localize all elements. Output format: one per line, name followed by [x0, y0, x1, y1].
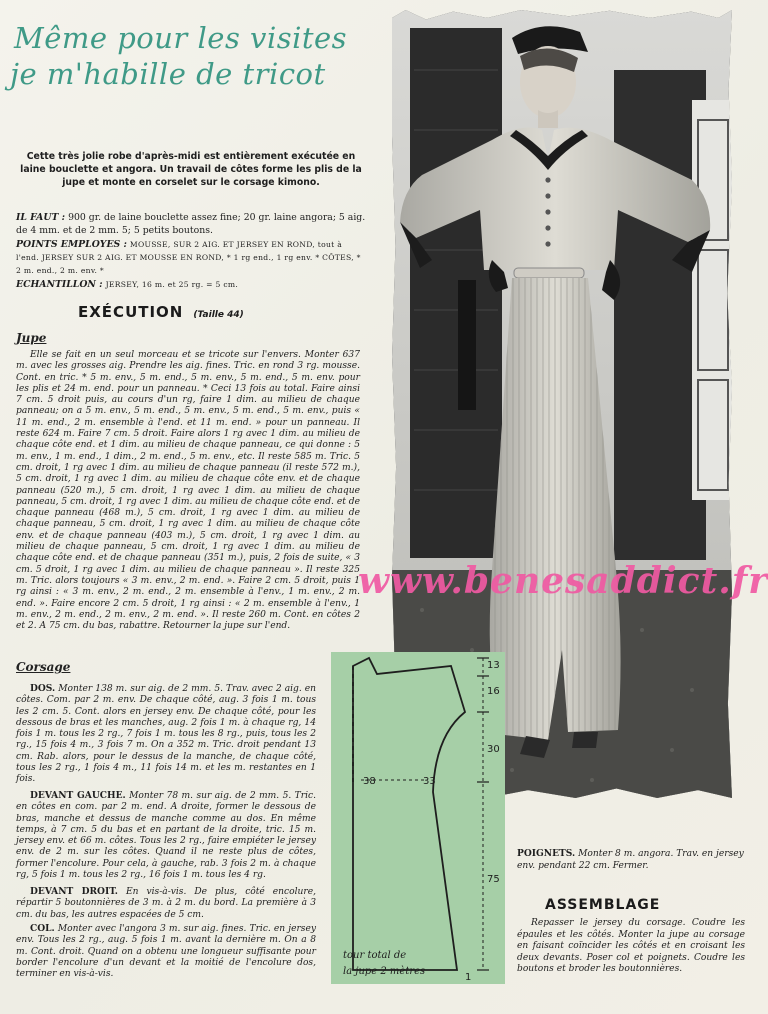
pattern-caption-line-2: la jupe 2 mètres	[343, 966, 426, 977]
jupe-paragraph: Elle se fait en un seul morceau et se tricote sur l'envers. Monter 637 m. avec les grosses aig. Prendre les aig. fines. Tric. en rond 3 rg. mousse. Cont. en tric. * 5 m. env., 5 m. end., 5 m. env., 5 m. end., 5 m. env. pour les plis et 24 m. end. pour un panneau. * Ceci 13 fois au total. Faire ainsi 7 cm. 5 droit puis, au cours d'un rg, faire 1 dim. au milieu de chaque panneau; on a 5 m. env., 5 m. end., 5 m. env., 5 m. end., 5 m. env., puis « 11 m. end., 2 m. ensemble à l'end. et 11 m. end. » pour un panneau. Il reste 624 m. Faire 7 cm. 5 droit. Faire alors 1 rg avec 1 dim. au milieu de chaque côte end. et 1 dim. au milieu de chaque panneau, ce qui donne : 5 m. env., 1 m. end., 1 dim., 2 m. end., 5 m. env., etc. Il reste 585 m. Tric. 5 cm. droit, 1 rg avec 1 dim. au milieu de chaque panneau (il reste 572 m.), 5 cm. droit, 1 rg avec 1 dim. au milieu de chaque côte env. et de chaque panneau (520 m.), 5 cm. droit, 1 rg avec 1 dim. au milieu de chaque panneau, 5 cm. droit, 1 rg avec 1 dim. au milieu de chaque côte end. et de chaque panneau (468 m.), 5 cm. droit, 1 rg avec 1 dim. au milieu de chaque panneau, 5 cm. droit, 1 rg avec 1 dim. au milieu de chaque côte env. et de chaque panneau (403 m.), 5 cm. droit, 1 rg avec 1 dim. au milieu de chaque panneau, 5 cm. droit, 1 rg avec 1 dim. au milieu de chaque côte end. et de chaque panneau (351 m.), puis, 2 fois de suite, « 3 cm. 5 droit, 1 rg avec 1 dim. au milieu de chaque panneau ». Il reste 325 m. Tric. alors toujours « 3 m. env., 2 m. end. ». Faire 2 cm. 5 droit, puis 1 rg ainsi : « 3 m. env., 2 m. end., 2 m. ensemble à l'env., 1 m. env., 2 m. end. ». Faire encore 2 cm. 5 droit, 1 rg ainsi : « 2 m. ensemble à l'env., 1 m. env., 2 m. end., 2 m. env., 2 m. end. ». Il reste 260 m. Cont. en côtes 2 et 2. A 75 cm. du bas, rabattre. Retourner la jupe sur l'end.	[16, 350, 360, 632]
points-label: POINTS EMPLOYES :	[16, 239, 127, 250]
devant-gauche-instructions	[16, 790, 316, 881]
dim-1: 1	[465, 972, 472, 983]
dim-30: 30	[487, 744, 500, 755]
dim-13: 13	[487, 660, 500, 671]
requirement-points	[16, 238, 366, 277]
assemblage-instructions	[517, 918, 745, 976]
devant-droit-text: En vis-à-vis. De plus, côté encolure, répartir 5 boutonnières de 3 m. à 2 m. du bord. La première à 3 cm. du bas, les autres espacées de 5 cm.	[16, 887, 316, 920]
handbag-strap	[458, 280, 476, 410]
jupe-instructions	[16, 350, 360, 632]
watermark: www.benesaddict.fr	[358, 560, 768, 602]
pattern-diagram	[331, 652, 505, 984]
assemblage-heading: ASSEMBLAGE	[545, 897, 661, 913]
execution-title: EXÉCUTION	[78, 303, 184, 321]
corsage-heading: Corsage	[16, 660, 71, 674]
dim-38: 38	[363, 776, 376, 787]
il-faut-text: 900 gr. de laine bouclette assez fine; 20 gr. laine angora; 5 aig. de 4 mm. et de 2 mm. 5; 5 petits boutons.	[16, 212, 366, 236]
taille-label: (Taille 44)	[193, 310, 244, 320]
requirement-echantillon	[16, 278, 366, 291]
poignets-label: POIGNETS.	[517, 848, 576, 859]
title-line-1: Même pour les visites	[14, 21, 348, 55]
dim-75: 75	[487, 874, 500, 885]
points-text: MOUSSE, SUR 2 AIG. ET JERSEY EN ROND, tout à l'end. JERSEY SUR 2 AIG. ET MOUSSE EN ROND, * 1 rg end., 1 rg env. * CÔTES, * 2 m. end., 2 m. env. *	[16, 240, 361, 275]
col-text: Monter avec l'angora 3 m. sur aig. fines. Tric. en jersey env. Tous les 2 rg., aug. 5 fois 1 m. avant la dernière m. On a 8 m. Cont. droit. Quand on a obtenu une longueur suffisante pour border l'encolure d'un devant et la moitié de l'encolure dos, terminer en vis-à-vis.	[16, 924, 316, 980]
pattern-caption-line-1: tour total de	[343, 950, 407, 961]
devant-gauche-text: Monter 78 m. sur aig. de 2 mm. 5. Tric. en côtes en com. par 2 m. end. A droite, former le dessous de bras, manche et dessus de manche comme au dos. En même temps, à 7 cm. 5 du bas et en partant de la droite, tric. 15 m. jersey env. et 66 m. côtes. Tous les 2 rg., faire empiéter le jersey env. de 2 m. sur les côtes. Quand il ne reste plus de côtes, former l'encolure. Pour cela, à gauche, rab. 3 fois 2 m. à chaque rg, 5 fois 1 m. tous les 2 rg., 16 fois 1 m. tous les 4 rg.	[16, 791, 316, 881]
poignets-text: Monter 8 m. angora. Trav. en jersey env. pendant 22 cm. Fermer.	[517, 849, 744, 871]
assemblage-paragraph: Repasser le jersey du corsage. Coudre les épaules et les côtés. Monter la jupe au corsage en faisant coïncider les côtés et en croisant les deux devants. Poser col et poignets. Coudre les boutons et broder les boutonnières.	[517, 918, 745, 974]
pattern-drawing	[331, 652, 505, 984]
left-shutter	[410, 28, 502, 558]
page-title	[10, 20, 374, 92]
dim-33: 33	[423, 776, 436, 787]
belt	[514, 268, 584, 278]
devant-droit-instructions	[16, 886, 316, 921]
dos-text: Monter 138 m. sur aig. de 2 mm. 5. Trav. avec 2 aig. en côtes. Com. par 2 m. env. De chaque côté, aug. 3 fois 1 m. tous les 2 cm. 5. Cont. alors en jersey env. De chaque côté, pour les dessous de bras et les manches, aug. 2 fois 1 m. à chaque rg, 14 fois 1 m. tous les 2 rg., 7 fois 1 m. tous les 8 rg., puis, tous les 2 rg., 15 fois 4 m., 3 fois 7 m. On a 352 m. Tric. droit pendant 13 cm. Rab. alors, pour le dessus de la manche, de chaque côté, tous les 2 rg., 1 fois 4 m., 11 fois 14 m. et les m. restantes en 1 fois.	[16, 684, 316, 785]
poignets-instructions	[517, 848, 745, 872]
jupe-heading: Jupe	[16, 331, 47, 345]
pattern-piece-outline	[353, 658, 465, 970]
dos-instructions	[16, 683, 316, 786]
title-line-2: je m'habille de tricot	[10, 57, 326, 91]
execution-heading	[78, 303, 244, 321]
col-instructions	[16, 923, 316, 980]
col-label: COL.	[30, 923, 55, 934]
dim-16: 16	[487, 686, 500, 697]
devant-gauche-label: DEVANT GAUCHE.	[30, 790, 126, 801]
devant-droit-label: DEVANT DROIT.	[30, 886, 118, 897]
requirement-il-faut	[16, 211, 366, 237]
intro-paragraph: Cette très jolie robe d'après-midi est entièrement exécutée en laine bouclette et angora. Un travail de côtes forme les plis de la jupe et monte en corselet sur le corsage kimono.	[20, 151, 362, 188]
il-faut-label: IL FAUT :	[16, 212, 66, 223]
dos-label: DOS.	[30, 683, 56, 694]
echantillon-text: JERSEY, 16 m. et 25 rg. = 5 cm.	[105, 280, 239, 289]
echantillon-label: ECHANTILLON :	[16, 279, 103, 290]
right-shoe	[572, 732, 598, 748]
